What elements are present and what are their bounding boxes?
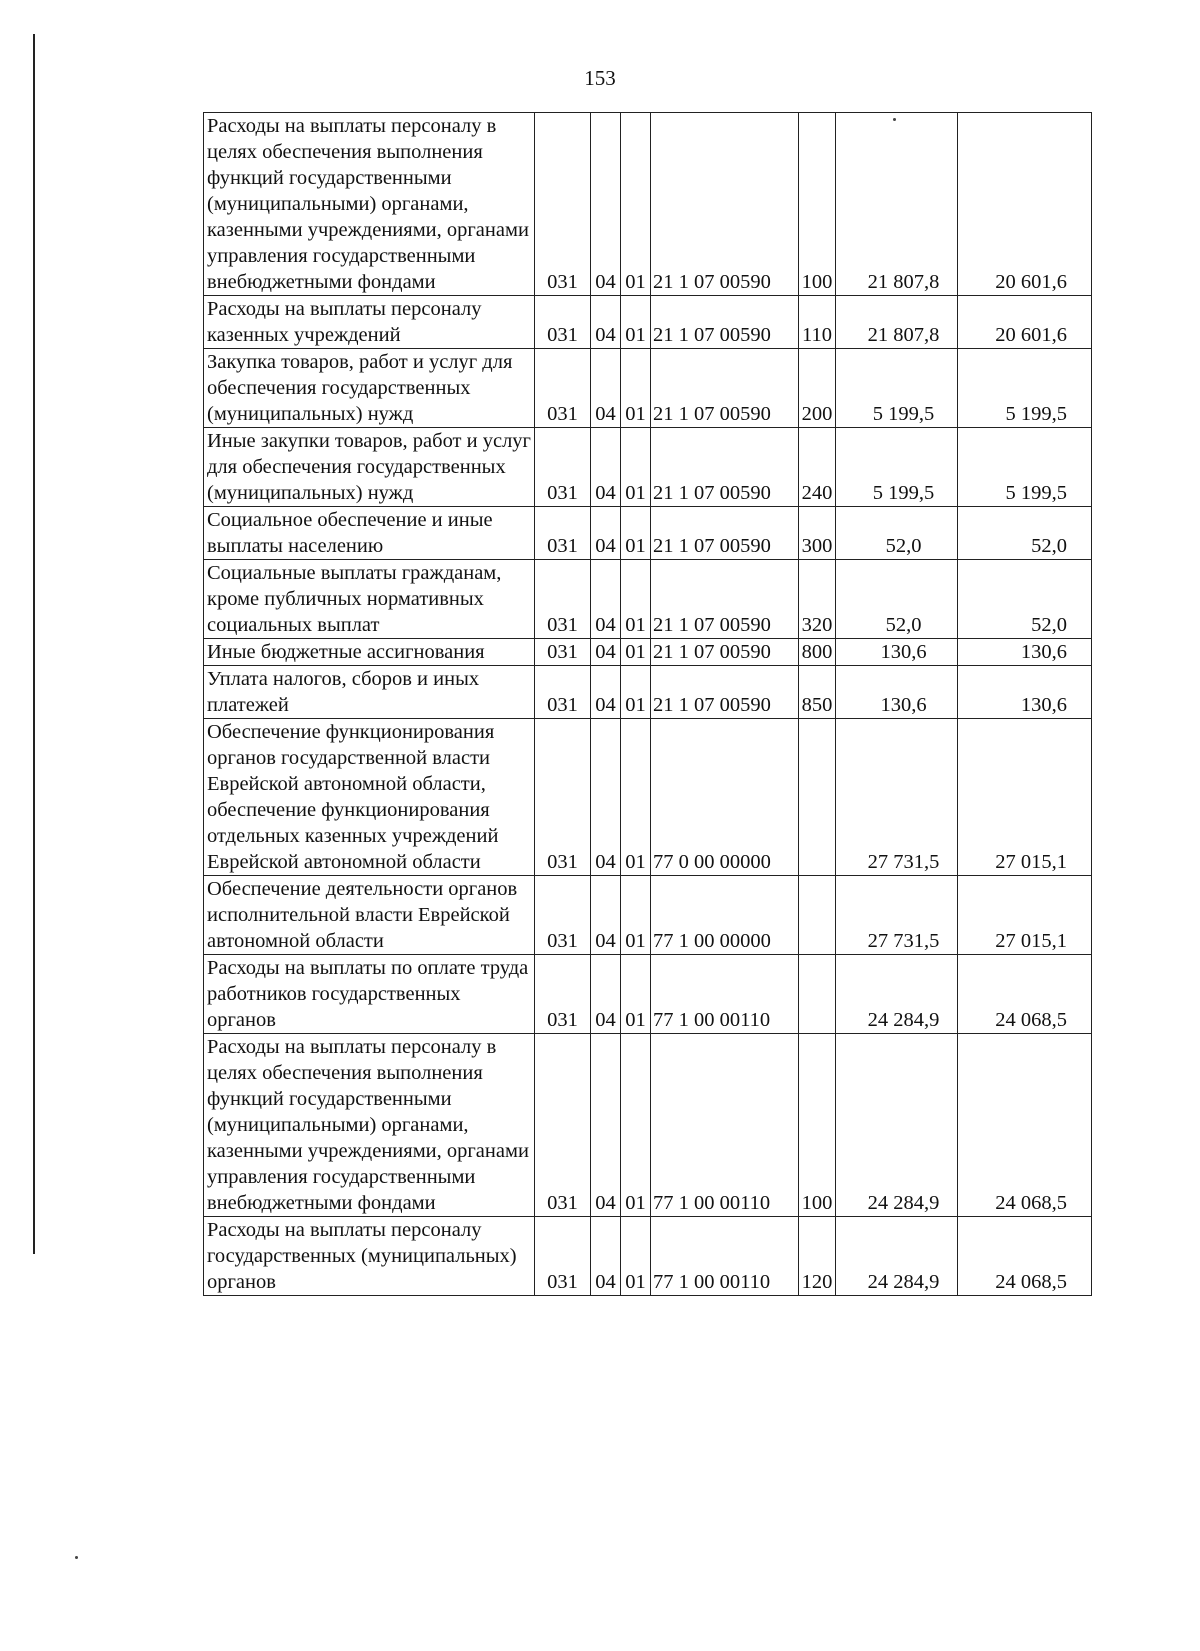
table-row — [204, 719, 1092, 876]
subsection-code: 01 — [621, 296, 651, 349]
section-code: 04 — [591, 349, 621, 428]
table-row — [204, 666, 1092, 719]
table-row — [204, 428, 1092, 507]
table-row — [204, 1034, 1092, 1217]
row-name: Социальное обеспечение и иные выплаты населению — [204, 507, 535, 560]
amount-year-2: 20 601,6 — [958, 113, 1092, 296]
section-code: 04 — [591, 876, 621, 955]
subsection-code: 01 — [621, 560, 651, 639]
amount-year-1: 52,0 — [836, 507, 958, 560]
amount-year-2: 5 199,5 — [958, 349, 1092, 428]
section-code: 04 — [591, 113, 621, 296]
subsection-code: 01 — [621, 639, 651, 666]
section-code: 04 — [591, 666, 621, 719]
row-name: Расходы на выплаты по оплате труда работников государственных органов — [204, 955, 535, 1034]
amount-year-2: 24 068,5 — [958, 955, 1092, 1034]
section-code: 04 — [591, 296, 621, 349]
expense-type-code: 800 — [799, 639, 836, 666]
ministry-code: 031 — [535, 639, 591, 666]
subsection-code: 01 — [621, 1034, 651, 1217]
row-name: Уплата налогов, сборов и иных платежей — [204, 666, 535, 719]
budget-table — [203, 112, 1092, 1296]
subsection-code: 01 — [621, 719, 651, 876]
amount-year-1: 130,6 — [836, 639, 958, 666]
target-article-code: 77 1 00 00110 — [651, 955, 799, 1034]
ministry-code: 031 — [535, 1034, 591, 1217]
target-article-code: 21 1 07 00590 — [651, 428, 799, 507]
scan-speck — [75, 1556, 78, 1559]
amount-year-1: 21 807,8 — [836, 296, 958, 349]
subsection-code: 01 — [621, 666, 651, 719]
scan-margin-line — [33, 34, 35, 1254]
row-name: Расходы на выплаты персоналу государственных (муниципальных) органов — [204, 1217, 535, 1296]
expense-type-code — [799, 955, 836, 1034]
table-row — [204, 507, 1092, 560]
expense-type-code: 850 — [799, 666, 836, 719]
table-row — [204, 349, 1092, 428]
amount-year-1: 21 807,8 — [836, 113, 958, 296]
amount-year-1: 5 199,5 — [836, 349, 958, 428]
ministry-code: 031 — [535, 428, 591, 507]
table-row — [204, 639, 1092, 666]
ministry-code: 031 — [535, 507, 591, 560]
subsection-code: 01 — [621, 1217, 651, 1296]
row-name: Расходы на выплаты персоналу в целях обеспечения выполнения функций государственными (муниципальными) органами, казенными учреждениями, органами управления государственными внебюджетными фондами — [204, 1034, 535, 1217]
subsection-code: 01 — [621, 428, 651, 507]
amount-year-1: 5 199,5 — [836, 428, 958, 507]
ministry-code: 031 — [535, 666, 591, 719]
table-row — [204, 560, 1092, 639]
target-article-code: 21 1 07 00590 — [651, 507, 799, 560]
table-row — [204, 1217, 1092, 1296]
table-row — [204, 296, 1092, 349]
section-code: 04 — [591, 955, 621, 1034]
expense-type-code: 120 — [799, 1217, 836, 1296]
expense-type-code: 110 — [799, 296, 836, 349]
table-row — [204, 955, 1092, 1034]
target-article-code: 77 1 00 00110 — [651, 1034, 799, 1217]
expense-type-code: 100 — [799, 113, 836, 296]
expense-type-code: 100 — [799, 1034, 836, 1217]
target-article-code: 21 1 07 00590 — [651, 639, 799, 666]
amount-year-1: 130,6 — [836, 666, 958, 719]
amount-year-1: 27 731,5 — [836, 876, 958, 955]
target-article-code: 77 0 00 00000 — [651, 719, 799, 876]
section-code: 04 — [591, 560, 621, 639]
amount-year-2: 52,0 — [958, 560, 1092, 639]
amount-year-2: 20 601,6 — [958, 296, 1092, 349]
section-code: 04 — [591, 1217, 621, 1296]
target-article-code: 21 1 07 00590 — [651, 113, 799, 296]
subsection-code: 01 — [621, 955, 651, 1034]
expense-type-code — [799, 719, 836, 876]
ministry-code: 031 — [535, 113, 591, 296]
section-code: 04 — [591, 639, 621, 666]
table-row — [204, 876, 1092, 955]
amount-year-2: 52,0 — [958, 507, 1092, 560]
ministry-code: 031 — [535, 560, 591, 639]
row-name: Иные бюджетные ассигнования — [204, 639, 535, 666]
row-name: Закупка товаров, работ и услуг для обеспечения государственных (муниципальных) нужд — [204, 349, 535, 428]
expense-type-code: 320 — [799, 560, 836, 639]
ministry-code: 031 — [535, 955, 591, 1034]
ministry-code: 031 — [535, 1217, 591, 1296]
ministry-code: 031 — [535, 349, 591, 428]
section-code: 04 — [591, 507, 621, 560]
target-article-code: 21 1 07 00590 — [651, 666, 799, 719]
amount-year-2: 27 015,1 — [958, 876, 1092, 955]
row-name: Расходы на выплаты персоналу в целях обеспечения выполнения функций государственными (муниципальными) органами, казенными учреждениями, органами управления государственными внебюджетными фондами — [204, 113, 535, 296]
amount-year-2: 24 068,5 — [958, 1217, 1092, 1296]
amount-year-1: 27 731,5 — [836, 719, 958, 876]
expense-type-code: 240 — [799, 428, 836, 507]
ministry-code: 031 — [535, 719, 591, 876]
table-row — [204, 113, 1092, 296]
row-name: Обеспечение функционирования органов государственной власти Еврейской автономной области, обеспечение функционирования отдельных казенных учреждений Еврейской автономной области — [204, 719, 535, 876]
row-name: Социальные выплаты гражданам, кроме публичных нормативных социальных выплат — [204, 560, 535, 639]
section-code: 04 — [591, 1034, 621, 1217]
target-article-code: 77 1 00 00110 — [651, 1217, 799, 1296]
row-name: Обеспечение деятельности органов исполнительной власти Еврейской автономной области — [204, 876, 535, 955]
amount-year-1: 24 284,9 — [836, 955, 958, 1034]
ministry-code: 031 — [535, 296, 591, 349]
expense-type-code: 300 — [799, 507, 836, 560]
subsection-code: 01 — [621, 349, 651, 428]
row-name: Расходы на выплаты персоналу казенных учреждений — [204, 296, 535, 349]
ministry-code: 031 — [535, 876, 591, 955]
subsection-code: 01 — [621, 507, 651, 560]
target-article-code: 21 1 07 00590 — [651, 349, 799, 428]
row-name: Иные закупки товаров, работ и услуг для обеспечения государственных (муниципальных) нужд — [204, 428, 535, 507]
amount-year-1: 52,0 — [836, 560, 958, 639]
amount-year-2: 27 015,1 — [958, 719, 1092, 876]
amount-year-2: 130,6 — [958, 666, 1092, 719]
target-article-code: 77 1 00 00000 — [651, 876, 799, 955]
expense-type-code: 200 — [799, 349, 836, 428]
amount-year-1: 24 284,9 — [836, 1034, 958, 1217]
amount-year-2: 130,6 — [958, 639, 1092, 666]
target-article-code: 21 1 07 00590 — [651, 296, 799, 349]
subsection-code: 01 — [621, 113, 651, 296]
target-article-code: 21 1 07 00590 — [651, 560, 799, 639]
amount-year-1: 24 284,9 — [836, 1217, 958, 1296]
expense-type-code — [799, 876, 836, 955]
amount-year-2: 5 199,5 — [958, 428, 1092, 507]
subsection-code: 01 — [621, 876, 651, 955]
section-code: 04 — [591, 719, 621, 876]
page-number: 153 — [584, 66, 616, 90]
amount-year-2: 24 068,5 — [958, 1034, 1092, 1217]
section-code: 04 — [591, 428, 621, 507]
